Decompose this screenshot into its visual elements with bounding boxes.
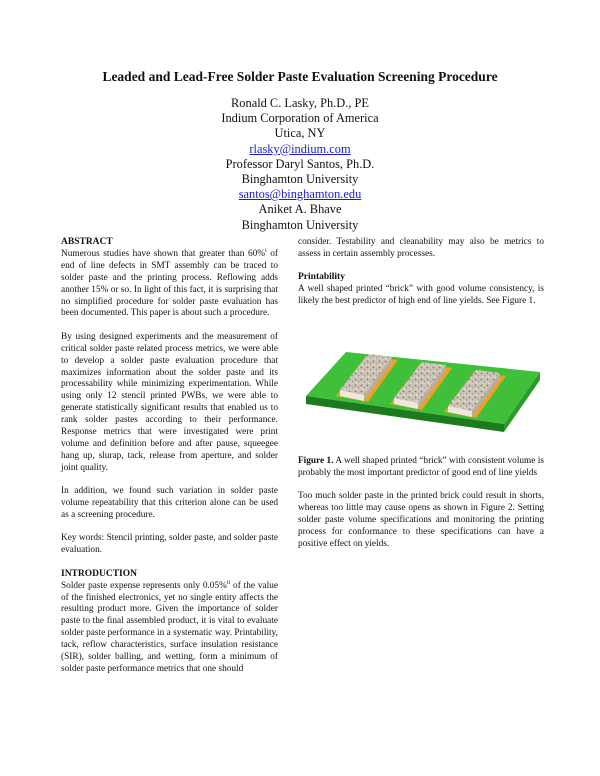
abstract-paragraph: By using designed experiments and the measurement of critical solder paste related process metrics, we were able to develop a solder paste evaluation procedure that maximizes information about the solder paste and its processability while minimizing experimentation. While using only 12 stencil printed PWBs, we were able to generate statistically significant results that enabled us to rank solder pastes according to their performance. Response metrics that were investigated were print volume and definition before and after pause, squeegee hang up, slurap, tack, release from aperture, and solder joint quality. bbox=[61, 331, 278, 473]
right-column bbox=[298, 237, 544, 551]
author-affiliation: Binghamton University bbox=[241, 172, 359, 187]
author-location: Utica, NY bbox=[274, 126, 326, 141]
email-link[interactable]: santos@binghamton.edu bbox=[238, 187, 362, 202]
figure-caption: Figure 1. A well shaped printed “brick” with consistent volume is probably the most important predictor of good end of line yields bbox=[298, 456, 544, 478]
solder-brick-figure bbox=[300, 318, 544, 446]
author-name: Aniket A. Bhave bbox=[258, 202, 342, 217]
abstract-paragraph: In addition, we found such variation in solder paste volume repeatability that this criterion alone can be used as a screening procedure. bbox=[61, 486, 278, 521]
author-affiliation: Binghamton University bbox=[241, 217, 359, 232]
continuation-paragraph: consider. Testability and cleanability may also be metrics to assess in certain assembly processes. bbox=[298, 237, 544, 259]
left-column bbox=[61, 237, 278, 676]
abstract-paragraph: Numerous studies have shown that greater than 60%$^i$ of end of line defects in SMT assembly can be traced to solder paste and the printing process. Reflowing adds another 15% or so. In light of this fact, it is surprising that no simplified procedure for solder paste evaluation has been documented. This paper is about such a procedure. bbox=[61, 247, 278, 319]
author-affiliation: Indium Corporation of America bbox=[221, 111, 379, 126]
author-name: Professor Daryl Santos, Ph.D. bbox=[225, 156, 375, 171]
email-link[interactable]: rlasky@indium.com bbox=[249, 141, 351, 156]
footnote-marker: i bbox=[265, 247, 267, 254]
printability-paragraph: A well shaped printed “brick” with good volume consistency, is likely the best predictor of high end of line yields. See Figure 1. bbox=[298, 284, 544, 307]
body-paragraph: Too much solder paste in the printed brick could result in shorts, whereas too little may cause opens as shown in Figure 2. Setting solder paste volume specifications and monitoring the printing process for conformance to these specifications can have a positive effect on yields. bbox=[298, 491, 544, 549]
author-name: Ronald C. Lasky, Ph.D., PE bbox=[231, 96, 369, 110]
introduction-heading: INTRODUCTION bbox=[61, 568, 138, 579]
introduction-paragraph: Solder paste expense represents only 0.05%$^{ii}$ of the value of the finished electronics, yet no single entity affects the resulting product more. Given the importance of solder paste to the final assembled product, it is vital to evaluate solder paste performance in a systematic way. Printability, tack, reflow characteristics, surface insulation resistance (SIR), solder balling, and wetting, form a minimum of solder paste performance metrics that one should bbox=[61, 579, 278, 674]
author-block bbox=[0, 96, 600, 233]
footnote-marker: ii bbox=[226, 579, 231, 586]
figure-label: Figure 1. bbox=[298, 456, 334, 467]
paper-title: Leaded and Lead-Free Solder Paste Evaluation Screening Procedure bbox=[102, 69, 498, 84]
keywords: Key words: Stencil printing, solder paste, and solder paste evaluation. bbox=[61, 533, 278, 556]
printability-heading: Printability bbox=[298, 272, 345, 283]
abstract-heading: ABSTRACT bbox=[61, 237, 113, 247]
